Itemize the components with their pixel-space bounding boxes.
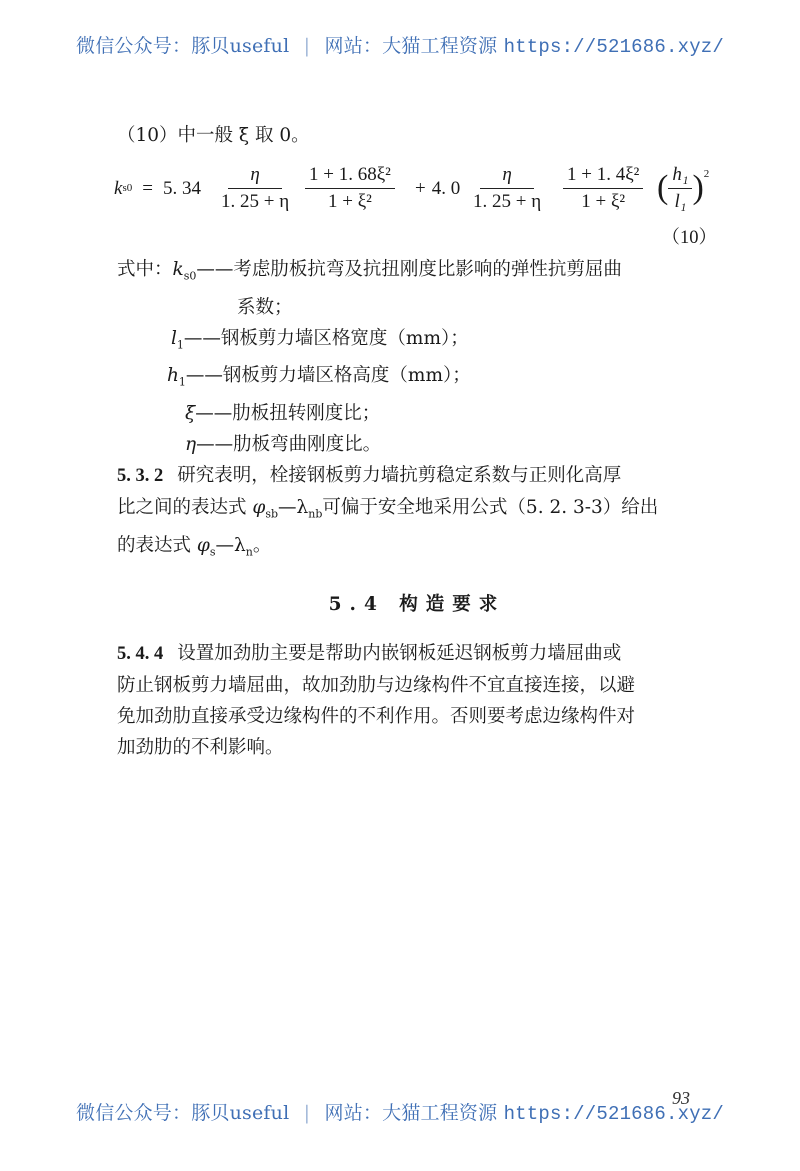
definition-h1: $h_1——$钢板剪力墙区格高度（mm）；	[167, 365, 471, 390]
definition-l1: $l_1——$钢板剪力墙区格宽度（mm）；	[171, 327, 469, 352]
equation-number: （10）	[661, 228, 717, 248]
formula-plus: + 4. 0	[415, 177, 461, 199]
intro-line: （10）中一般 ξ 取 0。	[117, 125, 310, 146]
watermark-url[interactable]: https://521686.xyz/	[503, 1103, 724, 1125]
fraction-1: $\frac{\eta}{1. 25 + \eta}$	[221, 163, 290, 212]
formula-10	[114, 157, 717, 229]
fraction-3: $\frac{\eta}{1. 25 + \eta}$	[473, 163, 542, 212]
watermark-separator: |	[303, 1102, 311, 1124]
clause-number: 5. 3. 2	[117, 466, 164, 487]
watermark-footer	[0, 1098, 800, 1125]
clause-5-3-2: 5. 3. 2 研究表明，栓接钢板剪力墙抗剪稳定系数与正则化高厚 比之间的表达式 $\varphi_{sb}—\lambda_{nb}$可偏于安全地采用公式（5. 2. 3-3）给出 的表达式 $\varphi_s—\lambda_n$。	[117, 465, 659, 559]
watermark-header	[0, 31, 800, 58]
clause-number: 5. 4. 4	[117, 644, 164, 665]
clause-5-4-4: 5. 4. 4 设置加劲肋主要是帮助内嵌钢板延迟钢板剪力墙屈曲或 防止钢板剪力墙屈曲，故加劲肋与边缘构件不宜直接连接，以避 免加劲肋直接承受边缘构件的不利作用。否则要考虑边缘构件对 加劲肋的不利影响。	[117, 643, 636, 759]
watermark-url[interactable]: https://521686.xyz/	[503, 36, 724, 58]
watermark-separator: |	[303, 35, 311, 57]
definitions-list	[117, 254, 717, 460]
ratio-term: ( $\frac{\text{h₁}}{\text{l₁}}$ ) $^2$	[657, 163, 710, 212]
page-number: 93	[672, 1088, 690, 1108]
watermark-site: 网站：大猫工程资源	[324, 35, 498, 57]
fraction-2: $\frac{\text{1 + 1. 68ξ²}}{\text{1 + ξ²}}$	[305, 157, 395, 219]
definition-ks0-continuation: 系数；	[237, 296, 293, 318]
definition-xi: ξ——肋板扭转刚度比；	[185, 403, 381, 425]
formula-lhs: k s0 = 5. 34	[114, 177, 201, 199]
watermark-site: 网站：大猫工程资源	[324, 1102, 498, 1124]
document-page	[114, 120, 717, 763]
section-title: 5.4 构造要求	[328, 594, 506, 616]
watermark-wechat: 微信公众号：豚贝useful	[76, 1102, 290, 1124]
fraction-4: $\frac{\text{1 + 1. 4ξ²}}{\text{1 + ξ²}}$	[563, 157, 643, 219]
definition-ks0: 式中：$k_{s0}——$考虑肋板抗弯及抗扭刚度比影响的弹性抗剪屈曲	[117, 259, 622, 283]
definition-eta: η——肋板弯曲刚度比。	[185, 434, 382, 456]
watermark-wechat: 微信公众号：豚贝useful	[76, 35, 290, 57]
